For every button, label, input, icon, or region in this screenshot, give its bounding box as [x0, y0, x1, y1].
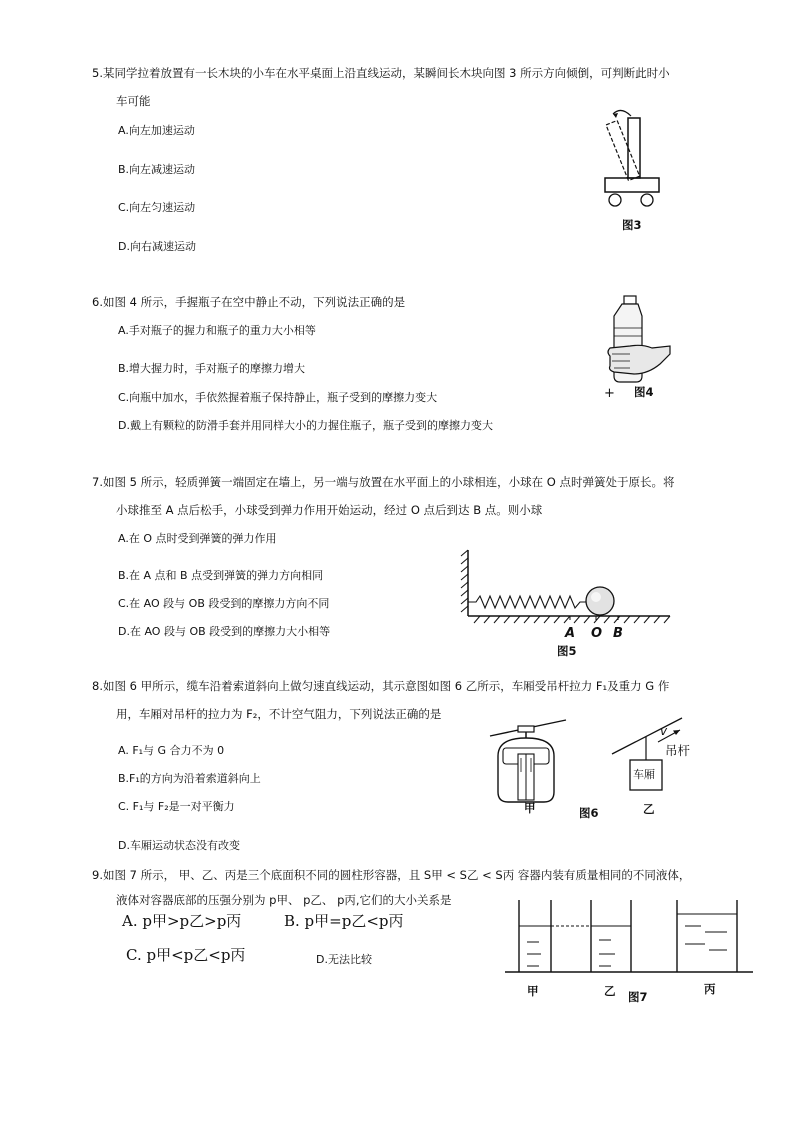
- q9-option-b: B. p甲=p乙<p丙: [284, 912, 404, 930]
- figure-6a-cable-car: [488, 718, 568, 808]
- q6-stem: 6.如图 4 所示，手握瓶子在空中静止不动，下列说法正确的是: [92, 295, 406, 309]
- figure-3-cart: [595, 104, 675, 212]
- figure-4-caption: 图4: [634, 385, 654, 399]
- q7-point-b-label: B: [613, 626, 623, 641]
- q7-option-a: A.在 O 点时受到弹簧的弹力作用: [118, 532, 277, 545]
- q7-point-o-label: O: [591, 626, 603, 641]
- q9-option-a: A. p甲>p乙>p丙: [122, 912, 242, 930]
- q8-option-d: D.车厢运动状态没有改变: [118, 839, 240, 852]
- q8-option-c: C. F₁与 F₂是一对平衡力: [118, 800, 235, 813]
- q5-option-a: A.向左加速运动: [118, 124, 195, 137]
- figure-5-spring-ball: [460, 546, 675, 626]
- q7-option-b: B.在 A 点和 B 点受到弹簧的弹力方向相同: [118, 569, 324, 582]
- figure-6-label-jia: 甲: [524, 801, 536, 815]
- figure-6-label-yi: 乙: [643, 802, 655, 816]
- figure-7-caption: 图7: [628, 990, 648, 1004]
- q8-option-b: B.F₁的方向为沿着索道斜向上: [118, 772, 261, 785]
- q6-plus-mark: +: [604, 386, 615, 401]
- figure-3-caption: 图3: [622, 218, 642, 232]
- q5-option-b: B.向左减速运动: [118, 163, 196, 176]
- q7-option-d: D.在 AO 段与 OB 段受到的摩擦力大小相等: [118, 625, 331, 638]
- q9-stem-line1: 9.如图 7 所示， 甲、乙、丙是三个底面积不同的圆柱形容器，且 S甲 < S乙 < S丙 容器内装有质量相同的不同液体，: [92, 868, 691, 882]
- figure-7-label-yi: 乙: [604, 984, 616, 998]
- q6-option-a: A.手对瓶子的握力和瓶子的重力大小相等: [118, 324, 316, 337]
- q9-stem-line2: 液体对容器底部的压强分别为 p甲、 p乙、 p丙,它们的大小关系是: [116, 893, 452, 907]
- figure-7-label-bing: 丙: [704, 982, 716, 996]
- q5-option-c: C.向左匀速运动: [118, 201, 196, 214]
- q5-stem-line1: 5.某同学拉着放置有一长木块的小车在水平桌面上沿直线运动，某瞬间长木块向图 3 所示方向倾倒，可判断此时小: [92, 66, 670, 80]
- q9-option-d: D.无法比较: [316, 953, 372, 966]
- q7-stem-line2: 小球推至 A 点后松手，小球受到弹力作用开始运动，经过 O 点后到达 B 点。则小球: [116, 503, 543, 517]
- q6-option-b: B.增大握力时，手对瓶子的摩擦力增大: [118, 362, 306, 375]
- figure-6-cabin-label: 车厢: [633, 768, 655, 781]
- q8-option-a: A. F₁与 G 合力不为 0: [118, 744, 225, 757]
- figure-7-label-jia: 甲: [527, 984, 539, 998]
- figure-4-hand-bottle: [600, 294, 680, 389]
- figure-6-caption: 图6: [579, 806, 599, 820]
- q8-stem-line1: 8.如图 6 甲所示，缆车沿着索道斜向上做匀速直线运动，其示意图如图 6 乙所示，车厢受吊杆拉力 F₁及重力 G 作: [92, 679, 670, 693]
- q6-option-c: C.向瓶中加水，手依然握着瓶子保持静止，瓶子受到的摩擦力变大: [118, 391, 438, 404]
- q7-stem-line1: 7.如图 5 所示，轻质弹簧一端固定在墙上，另一端与放置在水平面上的小球相连，小球在 O 点时弹簧处于原长。将: [92, 475, 675, 489]
- q7-point-a-label: A: [565, 626, 576, 641]
- q6-option-d: D.戴上有颗粒的防滑手套并用同样大小的力握住瓶子，瓶子受到的摩擦力变大: [118, 419, 493, 432]
- figure-5-caption: 图5: [557, 644, 577, 658]
- figure-7-containers: [505, 896, 755, 976]
- figure-6-rod-label: 吊杆: [665, 743, 691, 758]
- q7-option-c: C.在 AO 段与 OB 段受到的摩擦力方向不同: [118, 597, 330, 610]
- figure-6-v-label: v: [660, 724, 668, 738]
- q5-option-d: D.向右减速运动: [118, 240, 196, 253]
- q9-option-c: C. p甲<p乙<p丙: [126, 946, 246, 964]
- q5-stem-line2: 车可能: [116, 94, 151, 108]
- q8-stem-line2: 用，车厢对吊杆的拉力为 F₂，不计空气阻力，下列说法正确的是: [116, 707, 442, 721]
